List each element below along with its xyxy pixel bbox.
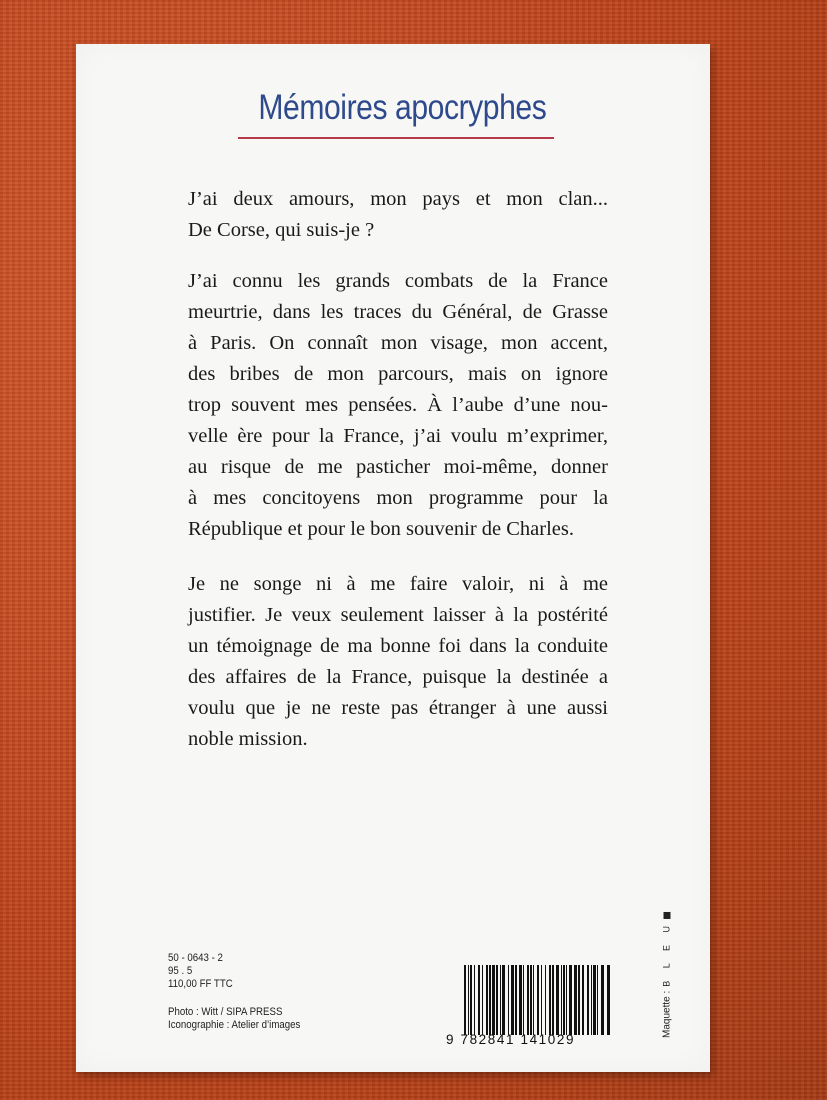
edition-code: 95 . 5 xyxy=(168,965,193,977)
blurb-line: J’ai connu les grands combats de la France xyxy=(188,270,608,292)
maquette-brand: B L E U xyxy=(661,921,672,987)
credits-block xyxy=(168,1006,300,1032)
barcode-bar xyxy=(591,965,592,1035)
blurb-line: à mes concitoyens mon programme pour la xyxy=(188,487,608,509)
iconography-credit: Iconographie : Atelier d’images xyxy=(168,1019,301,1031)
barcode-bar xyxy=(500,965,501,1035)
photo-credit: Photo : Witt / SIPA PRESS xyxy=(168,1006,283,1018)
barcode-bar xyxy=(470,965,472,1035)
book-back-cover xyxy=(76,44,710,1072)
barcode-bar xyxy=(578,965,580,1035)
barcode-bar xyxy=(545,965,546,1035)
barcode-bar xyxy=(541,965,542,1035)
blurb-line: à Paris. On connaît mon visage, mon accent, xyxy=(188,332,608,354)
barcode-bar xyxy=(489,965,491,1035)
barcode-bar xyxy=(486,965,488,1035)
brand-square-icon xyxy=(663,912,670,919)
book-title: Mémoires apocryphes xyxy=(258,88,547,127)
blurb-line: au risque de me pasticher moi-même, donner xyxy=(188,456,608,478)
barcode-bar xyxy=(502,965,505,1035)
barcode-bar xyxy=(511,965,514,1035)
barcode-bar xyxy=(523,965,524,1035)
blurb-paragraph-2 xyxy=(188,266,608,545)
blurb-line: noble mission. xyxy=(188,728,308,750)
price-label: 110,00 FF TTC xyxy=(168,978,233,990)
barcode-bar xyxy=(566,965,567,1035)
blurb-line: des bribes de mon parcours, mais on ignore xyxy=(188,363,608,385)
blurb-line: justifier. Je veux seulement laisser à la postérité xyxy=(188,604,608,626)
barcode-bar xyxy=(552,965,554,1035)
barcode-bar xyxy=(597,965,598,1035)
barcode-bar xyxy=(478,965,480,1035)
blurb-line: De Corse, qui suis-je ? xyxy=(188,219,375,241)
barcode-bar xyxy=(561,965,562,1035)
isbn-number: 9 782841 141029 xyxy=(446,1032,576,1047)
barcode-bar xyxy=(527,965,529,1035)
title-underline xyxy=(238,137,554,139)
barcode-bar xyxy=(468,965,469,1035)
maquette-credit xyxy=(658,910,676,1040)
blurb-line: voulu que je ne reste pas étranger à une aussi xyxy=(188,697,608,719)
barcode-bar xyxy=(587,965,589,1035)
barcode-bar xyxy=(556,965,559,1035)
maquette-label: Maquette : xyxy=(661,990,673,1038)
barcode-bar xyxy=(569,965,572,1035)
blurb-line: Je ne songe ni à me faire valoir, ni à me xyxy=(188,573,608,595)
barcode-bar xyxy=(474,965,475,1035)
blurb-line: République et pour le bon souvenir de Charles. xyxy=(188,518,574,540)
barcode-bar xyxy=(496,965,498,1035)
blurb-line: J’ai deux amours, mon pays et mon clan... xyxy=(188,188,608,210)
barcode-bar xyxy=(482,965,483,1035)
barcode-bar xyxy=(574,965,577,1035)
barcode-bar xyxy=(582,965,584,1035)
barcode-bar xyxy=(492,965,495,1035)
barcode-bar xyxy=(601,965,604,1035)
barcode-bar xyxy=(593,965,596,1035)
blurb-paragraph-3 xyxy=(188,569,608,755)
reference-code: 50 - 0643 - 2 xyxy=(168,952,223,964)
barcode-bar xyxy=(549,965,551,1035)
barcode-bar xyxy=(530,965,532,1035)
barcode-bar xyxy=(537,965,539,1035)
price-block xyxy=(168,952,233,991)
barcode-bar xyxy=(563,965,565,1035)
blurb-line: trop souvent mes pensées. À l’aube d’une nou- xyxy=(188,394,608,416)
barcode-bar xyxy=(515,965,517,1035)
barcode-bar xyxy=(533,965,534,1035)
barcode-bar xyxy=(607,965,610,1035)
blurb-paragraph-1 xyxy=(188,184,608,246)
blurb-line: des affaires de la France, puisque la destinée a xyxy=(188,666,608,688)
blurb-line: velle ère pour la France, j’ai voulu m’exprimer, xyxy=(188,425,608,447)
barcode-bar xyxy=(508,965,509,1035)
blurb-line: un témoignage de ma bonne foi dans la conduite xyxy=(188,635,608,657)
barcode-icon xyxy=(464,965,612,1035)
blurb-line: meurtrie, dans les traces du Général, de Grasse xyxy=(188,301,608,323)
barcode-bar xyxy=(519,965,522,1035)
barcode-bar xyxy=(464,965,466,1035)
